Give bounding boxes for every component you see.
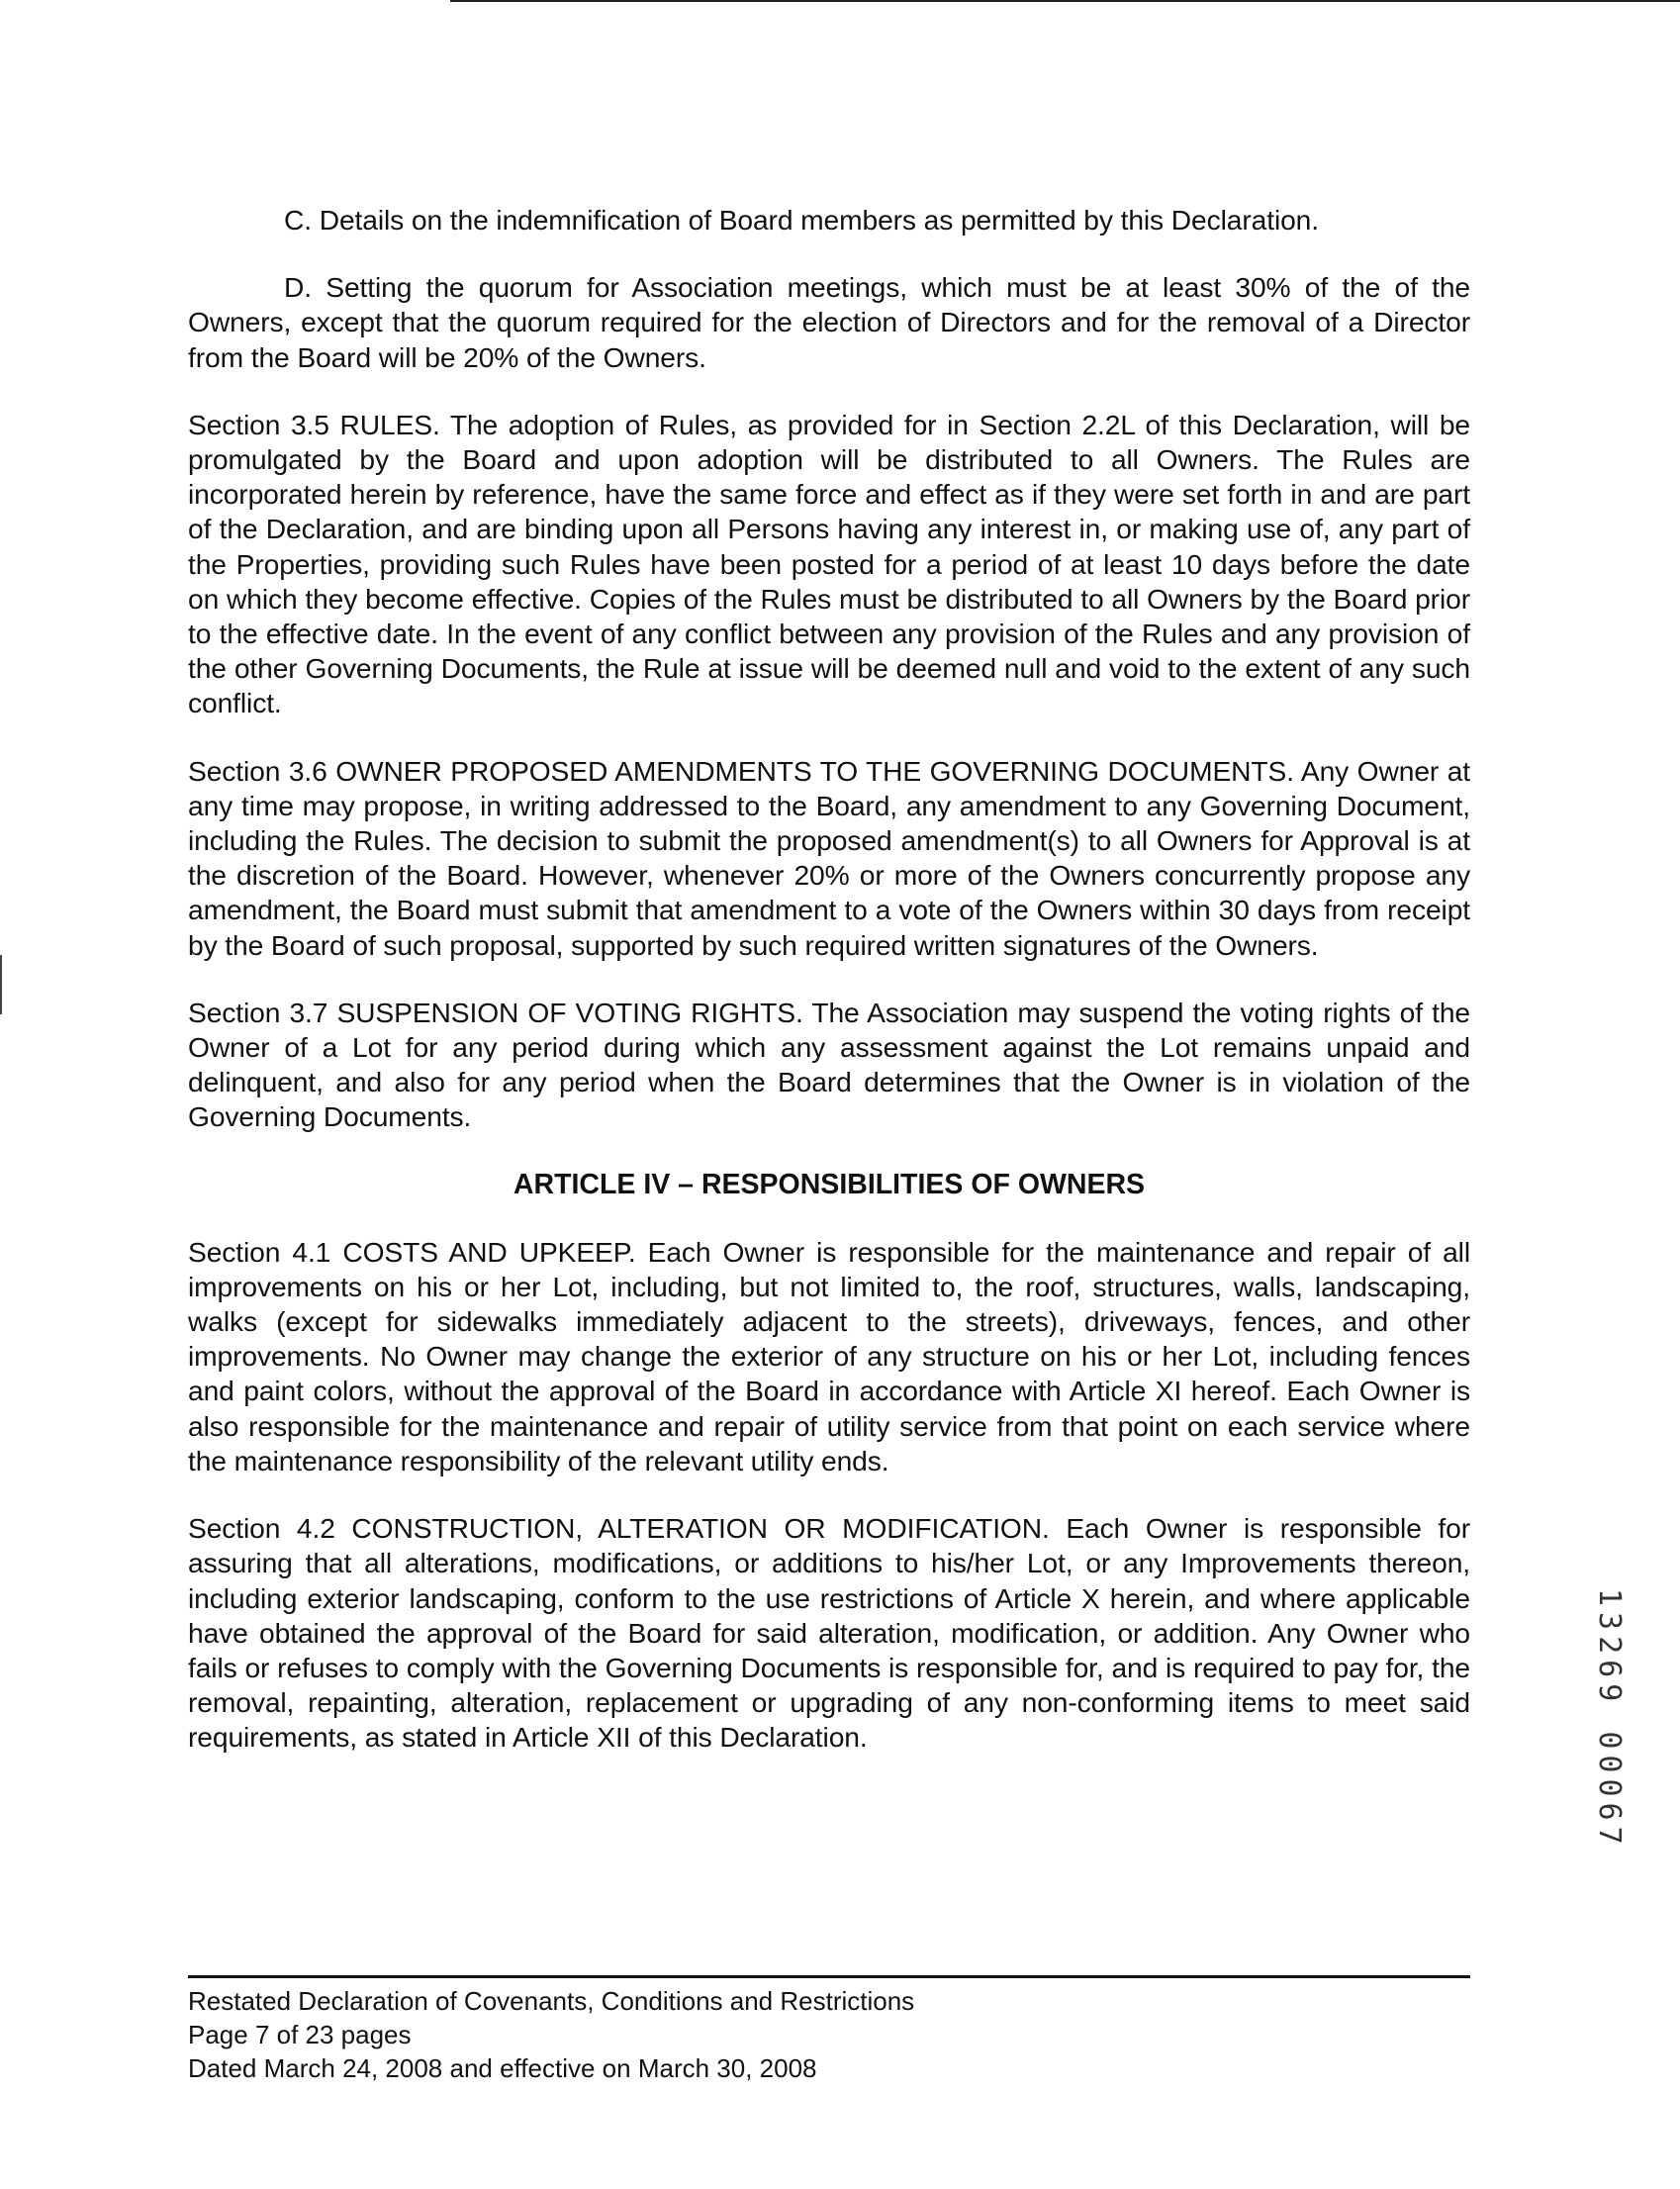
footer-document-title: Restated Declaration of Covenants, Conditions and Restrictions [188, 1986, 915, 2016]
footer-divider [188, 1975, 1470, 1978]
footer-page-number: Page 7 of 23 pages [188, 2020, 412, 2049]
article-heading: ARTICLE IV – RESPONSIBILITIES OF OWNERS [513, 1168, 1146, 1200]
section-4-1: Section 4.1 COSTS AND UPKEEP. Each Owner is responsible for the maintenance and repair of all improvements on his or her Lot, including, but not limited to, the roof, structures, walls, landscaping, walks (except for sidewalks immediately adjacent to the streets), driveways, fences, and other improvements. No Owner may change the exterior of any structure on his or her Lot, including fences and paint colors, without the approval of the Board in accordance with Article XI hereof. Each Owner is also responsible for the maintenance and repair of utility service from that point on each service where the maintenance responsibility of the relevant utility ends. [188, 1235, 1470, 1476]
section-3-6: Section 3.6 OWNER PROPOSED AMENDMENTS TO THE GOVERNING DOCUMENTS. Any Owner at any time may propose, in writing addressed to the Board, any amendment to any Governing Document, including the Rules. The decision to submit the proposed amendment(s) to all Owners for Approval is at the discretion of the Board. However, whenever 20% or more of the Owners concurrently propose any amendment, the Board must submit that amendment to a vote of the Owners within 30 days from receipt by the Board of such proposal, supported by such required written signatures of the Owners. [188, 754, 1470, 961]
section-3-5: Section 3.5 RULES. The adoption of Rules, as provided for in Section 2.2L of this Declaration, will be promulgated by the Board and upon adoption will be distributed to all Owners. The Rules are incorporated herein by reference, have the same force and effect as if they were set forth in and are part of the Declaration, and are binding upon all Persons having any interest in, or making use of, any part of the Properties, providing such Rules have been posted for a period of at least 10 days before the date on which they become effective. Copies of the Rules must be distributed to all Owners by the Board prior to the effective date. In the event of any conflict between any provision of the Rules and any provision of the other Governing Documents, the Rule at issue will be deemed null and void to the extent of any such conflict. [188, 408, 1470, 719]
document-body [188, 203, 1470, 1788]
top-scan-edge [450, 0, 1680, 2]
left-scan-mark [0, 955, 2, 1014]
paragraph-c: C. Details on the indemnification of Board members as permitted by this Declaration. [284, 204, 1319, 236]
section-4-2: Section 4.2 CONSTRUCTION, ALTERATION OR MODIFICATION. Each Owner is responsible for assuring that all alterations, modifications, or additions to his/her Lot, or any Improvements thereon, including exterior landscaping, conform to the use restrictions of Article X herein, and where applicable have obtained the approval of the Board for said alteration, modification, or addition. Any Owner who fails or refuses to comply with the Governing Documents is responsible for, and is required to pay for, the removal, repainting, alteration, replacement or upgrading of any non-conforming items to meet said requirements, as stated in Article XII of this Declaration. [188, 1512, 1470, 1754]
side-recording-stamp [1587, 1588, 1646, 1856]
paragraph-d: D. Setting the quorum for Association meetings, which must be at least 30% of the of the Owners, except that the quorum required for the election of Directors and for the removal of a Director from the Board will be 20% of the Owners. [188, 271, 1470, 373]
side-stamp-text: 13269 00067 [1592, 1588, 1627, 1851]
footer-date: Dated March 24, 2008 and effective on March 30, 2008 [188, 2053, 817, 2083]
page-footer [188, 1975, 1470, 2085]
section-3-7: Section 3.7 SUSPENSION OF VOTING RIGHTS. The Association may suspend the voting rights of the Owner of a Lot for any period during which any assessment against the Lot remains unpaid and delinquent, and also for any period when the Board determines that the Owner is in violation of the Governing Documents. [188, 996, 1470, 1133]
